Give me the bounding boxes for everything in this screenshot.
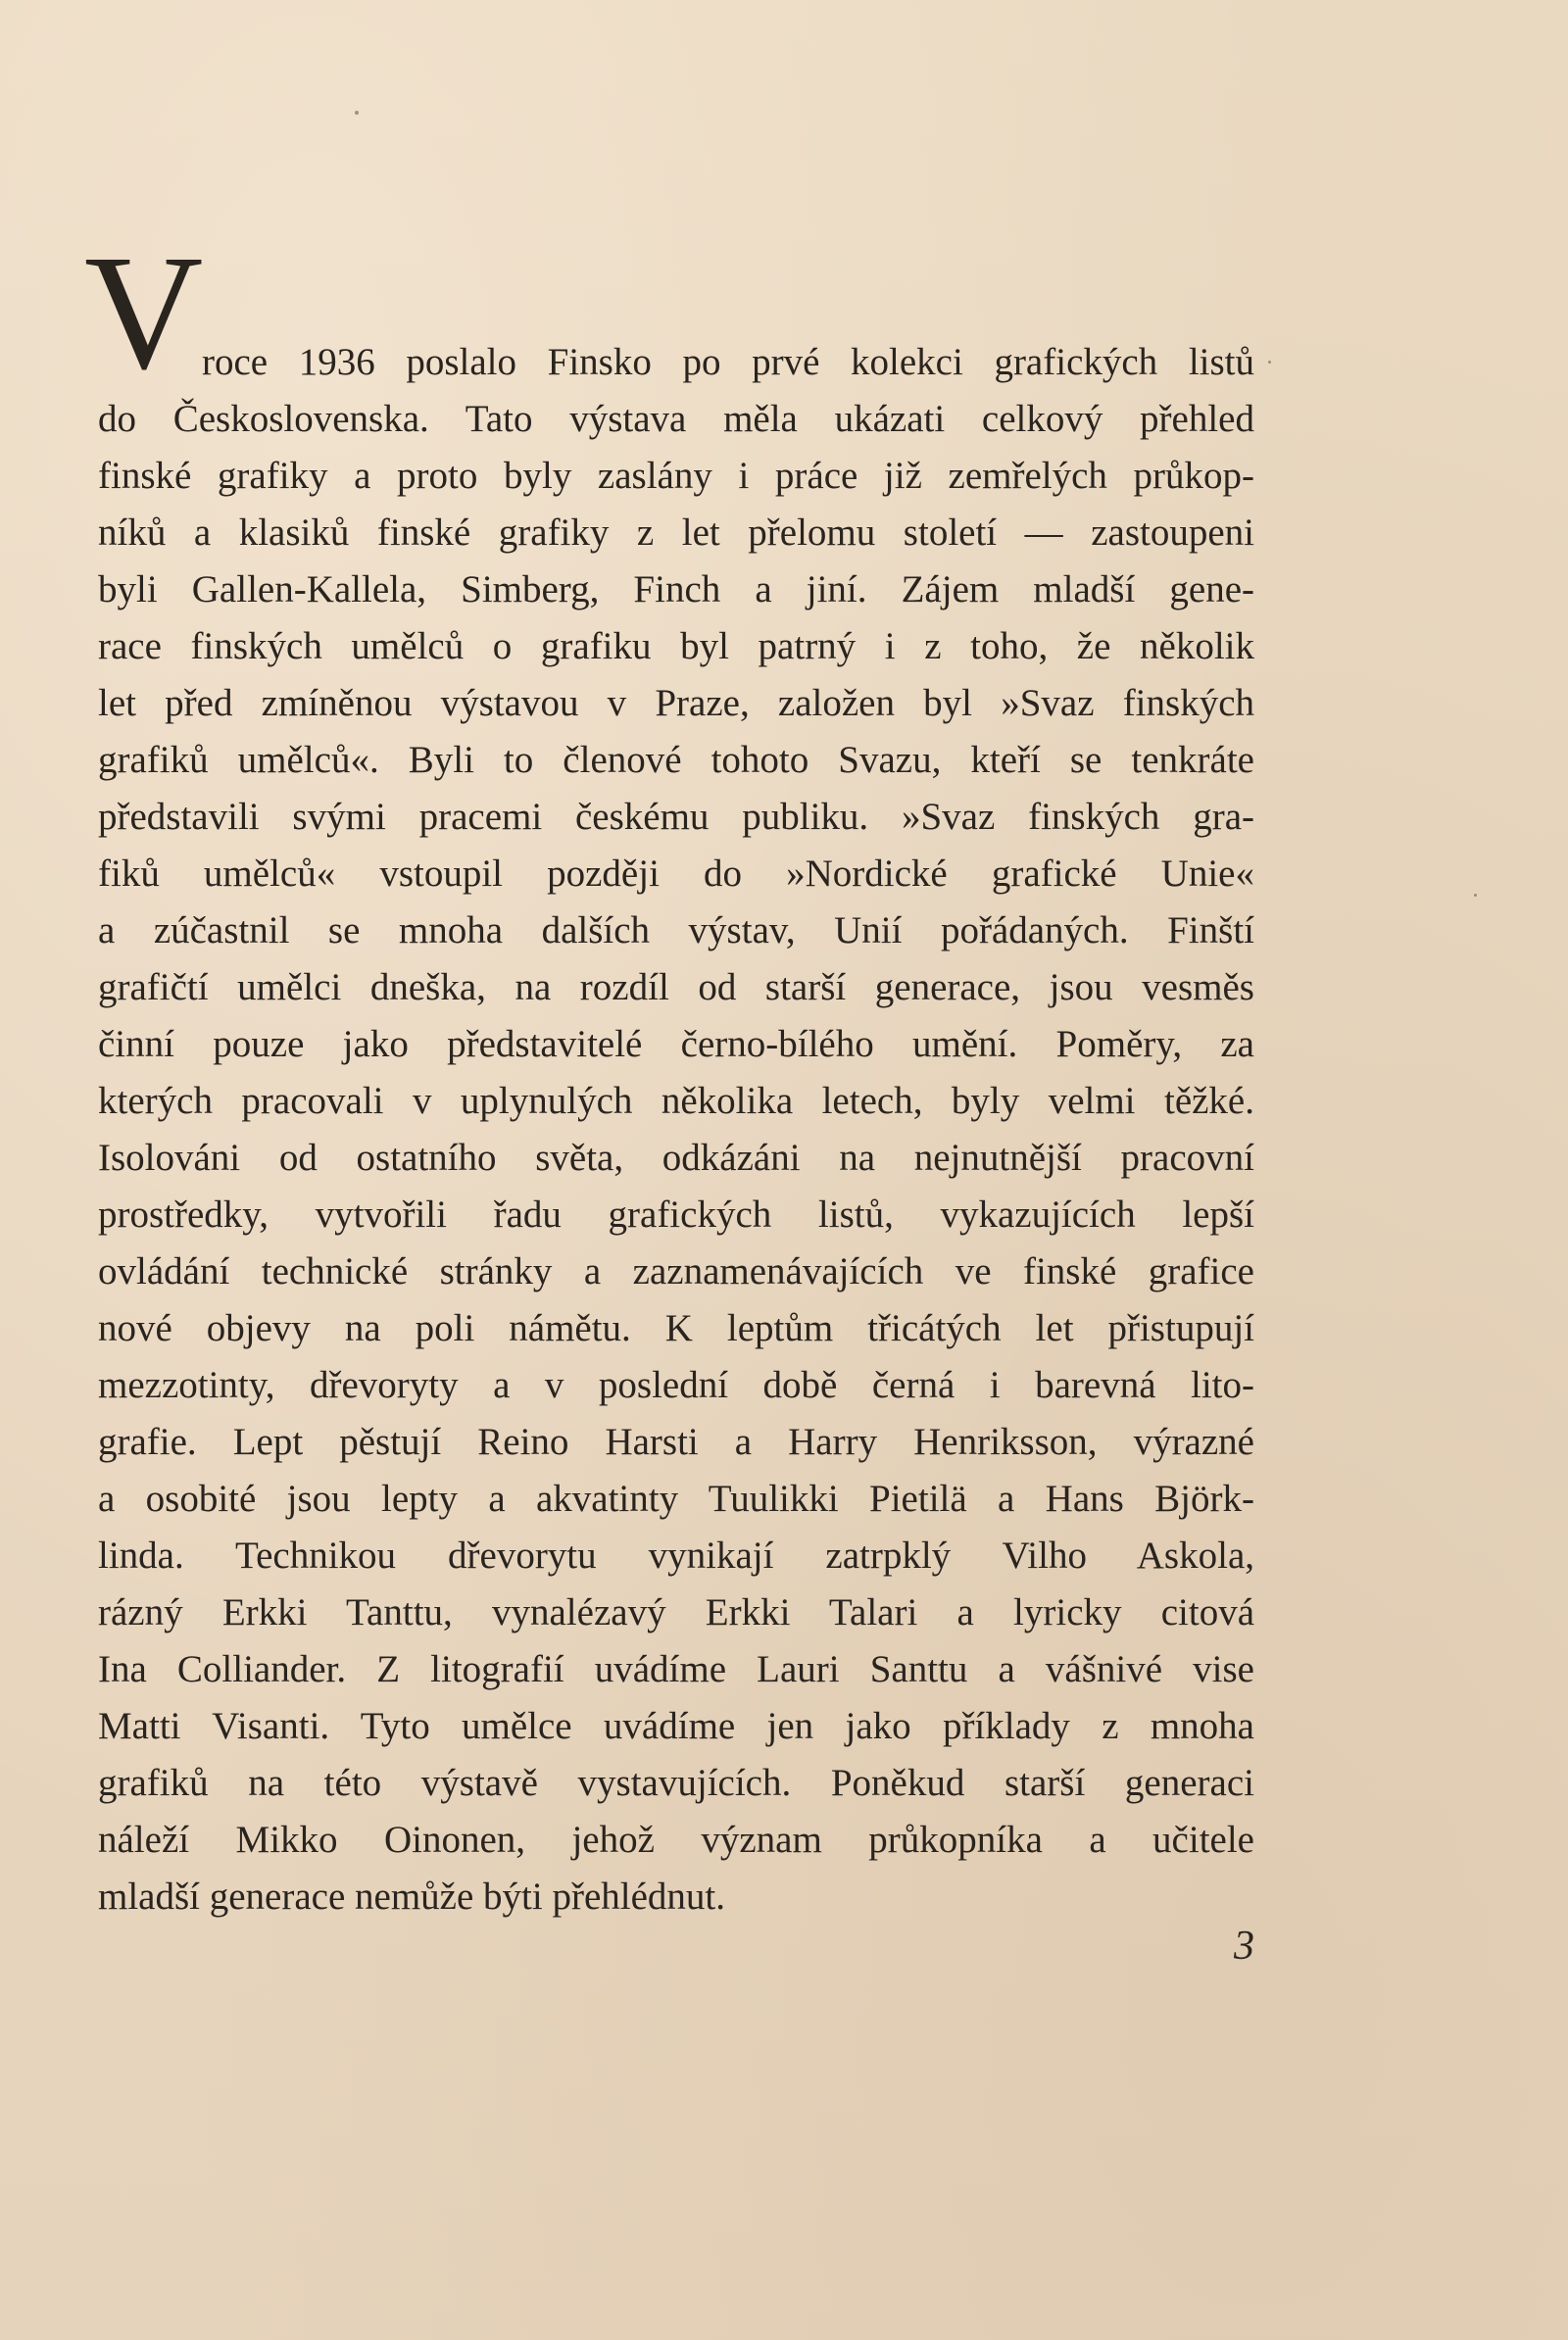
text-line: grafiků na této výstavě vystavujících. Poněkud starší generaci [98,1762,1254,1804]
text-line: představili svými pracemi českému publiku. »Svaz finských gra- [98,796,1254,838]
text-line: byli Gallen-Kallela, Simberg, Finch a jiní. Zájem mladší gene- [98,568,1254,610]
page-number: 3 [1234,1924,1254,1969]
text-line: níků a klasiků finské grafiky z let přelomu století — zastoupeni [98,512,1254,554]
paper-speck [1474,894,1477,897]
text-line: grafiků umělců«. Byli to členové tohoto Svazu, kteří se tenkráte [98,739,1254,781]
text-line: Isolováni od ostatního světa, odkázáni na nejnutnější pracovní [98,1137,1254,1179]
drop-cap-letter: V [84,221,204,404]
text-line: náleží Mikko Oinonen, jehož význam průkopníka a učitele [98,1819,1254,1861]
text-line: let před zmíněnou výstavou v Praze, založen byl »Svaz finských [98,682,1254,724]
text-line: race finských umělců o grafiku byl patrný i z toho, že několik [98,625,1254,667]
text-line: fiků umělců« vstoupil později do »Nordické grafické Unie« [98,853,1254,895]
text-line: Ina Colliander. Z litografií uvádíme Lauri Santtu a vášnivé vise [98,1648,1254,1690]
text-line: a zúčastnil se mnoha dalších výstav, Unií pořádaných. Finští [98,909,1254,951]
text-line: grafie. Lept pěstují Reino Harsti a Harry Henriksson, výrazné [98,1421,1254,1463]
text-line: mladší generace nemůže býti přehlédnut. [98,1876,725,1918]
text-line: nové objevy na poli námětu. K leptům třicátých let přistupují [98,1307,1254,1349]
text-line: finské grafiky a proto byly zaslány i práce již zemřelých průkop- [98,455,1254,497]
text-line: roce 1936 poslalo Finsko po prvé kolekci grafických listů [202,341,1254,383]
text-line: a osobité jsou lepty a akvatinty Tuulikki Pietilä a Hans Björk- [98,1478,1254,1520]
text-line: kterých pracovali v uplynulých několika letech, byly velmi těžké. [98,1080,1254,1122]
text-line: prostředky, vytvořili řadu grafických listů, vykazujících lepší [98,1194,1254,1236]
text-line: činní pouze jako představitelé černo-bílého umění. Poměry, za [98,1023,1254,1065]
text-line: linda. Technikou dřevorytu vynikají zatrpklý Vilho Askola, [98,1535,1254,1577]
paper-speck [1268,361,1271,364]
text-line: rázný Erkki Tanttu, vynalézavý Erkki Talari a lyricky citová [98,1591,1254,1633]
text-line: do Československa. Tato výstava měla ukázati celkový přehled [98,398,1254,440]
text-line: Matti Visanti. Tyto umělce uvádíme jen jako příklady z mnoha [98,1705,1254,1747]
paper-speck [355,111,359,115]
text-line: grafičtí umělci dneška, na rozdíl od starší generace, jsou vesměs [98,966,1254,1008]
text-line: mezzotinty, dřevoryty a v poslední době černá i barevná lito- [98,1364,1254,1406]
text-line: ovládání technické stránky a zaznamenávajících ve finské grafice [98,1250,1254,1292]
